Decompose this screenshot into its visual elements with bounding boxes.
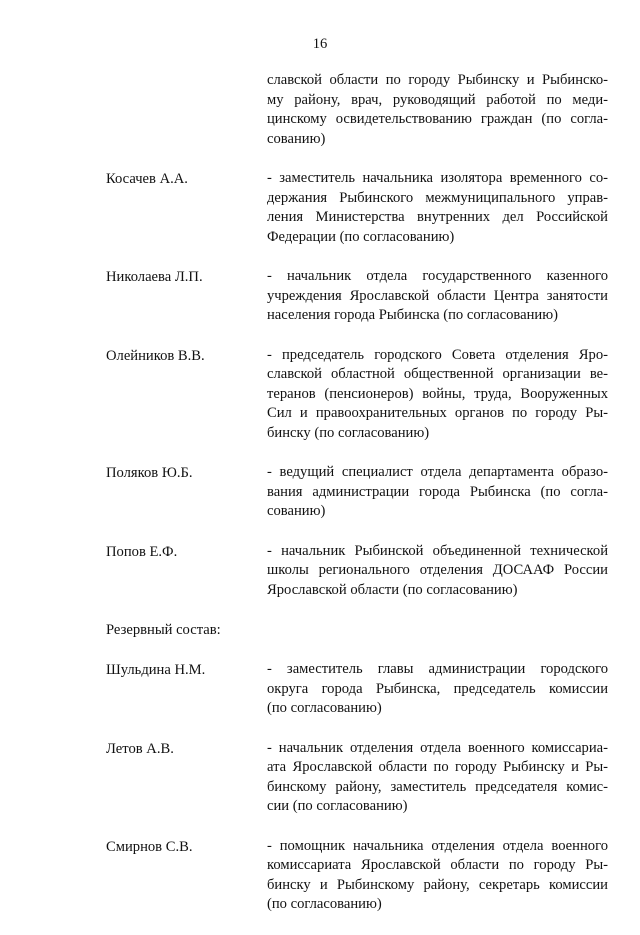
desc-line: - начальник отдела государственного казенного <box>267 268 608 284</box>
member-description <box>267 739 608 817</box>
member-entry <box>106 267 608 326</box>
member-entry <box>106 542 608 601</box>
desc-line: - заместитель главы администрации городского <box>267 661 608 677</box>
desc-line: вания администрации города Рыбинска (по согла- <box>267 483 608 500</box>
member-description <box>267 267 608 326</box>
desc-line: цинскому освидетельствованию граждан (по согла- <box>267 111 608 127</box>
desc-line: ления Министерства внутренних дел Российской <box>267 209 608 225</box>
member-entry <box>106 346 608 444</box>
desc-line: населения города Рыбинска (по согласованию) <box>267 307 558 323</box>
member-description <box>267 542 608 601</box>
member-name: Олейников В.В. <box>106 347 205 364</box>
member-description <box>267 660 608 719</box>
desc-line: сованию) <box>267 503 326 519</box>
continued-description <box>267 71 608 149</box>
member-name: Косачев А.А. <box>106 171 188 187</box>
member-name: Смирнов С.В. <box>106 838 193 855</box>
member-name: Николаева Л.П. <box>106 269 203 285</box>
desc-line: комиссариата Ярославской области по городу Ры- <box>267 857 608 873</box>
desc-line: округа города Рыбинска, председатель комиссии <box>267 680 608 697</box>
document-body <box>106 71 608 935</box>
member-entry <box>106 463 608 522</box>
reserve-members-list <box>106 660 608 915</box>
member-name: Летов А.В. <box>106 740 174 757</box>
desc-line: учреждения Ярославской области Центра занятости <box>267 287 608 304</box>
desc-line: му району, врач, руководящий работой по меди- <box>267 91 608 108</box>
desc-line: ата Ярославской области по городу Рыбинску и Ры- <box>267 759 608 775</box>
desc-line: - ведущий специалист отдела департамента образо- <box>267 464 608 480</box>
desc-line: сованию) <box>267 130 326 147</box>
member-description <box>267 169 608 247</box>
desc-line: Федерации (по согласованию) <box>267 228 455 245</box>
desc-line: школы регионального отделения ДОСААФ России <box>267 562 608 578</box>
desc-line: славской областной общественной организации ве- <box>267 366 608 382</box>
member-name: Попов Е.Ф. <box>106 543 178 560</box>
main-members-list <box>106 169 608 600</box>
desc-line: (по согласованию) <box>267 700 382 716</box>
desc-line: - помощник начальника отделения отдела военного <box>267 837 608 854</box>
member-description <box>267 837 608 915</box>
page-number: 16 <box>312 36 328 52</box>
desc-line: (по согласованию) <box>267 896 382 912</box>
member-description <box>267 346 608 444</box>
desc-line: бинску и Рыбинскому району, секретарь комиссии <box>267 876 608 893</box>
member-entry <box>106 837 608 915</box>
desc-line: - начальник отделения отдела военного комиссариа- <box>267 739 608 756</box>
member-entry <box>106 660 608 719</box>
desc-line: держания Рыбинского межмуниципального управ- <box>267 189 608 206</box>
desc-line: - начальник Рыбинской объединенной технической <box>267 542 608 559</box>
member-name: Поляков Ю.Б. <box>106 465 193 481</box>
desc-line: сии (по согласованию) <box>267 798 408 814</box>
desc-line: - председатель городского Совета отделения Яро- <box>267 346 608 363</box>
member-name: Шульдина Н.М. <box>106 662 206 678</box>
member-entry <box>106 739 608 817</box>
desc-line: славской области по городу Рыбинску и Рыбинско- <box>267 72 608 88</box>
desc-line: теранов (пенсионеров) войны, труда, Вооруженных <box>267 385 608 402</box>
member-entry <box>106 169 608 247</box>
desc-line: бинскому району, заместитель председателя комис- <box>267 778 608 795</box>
reserve-heading: Резервный состав: <box>106 622 221 638</box>
desc-line: Сил и правоохранительных органов по городу Ры- <box>267 405 608 421</box>
desc-line: - заместитель начальника изолятора временного со- <box>267 170 608 186</box>
member-description <box>267 463 608 522</box>
desc-line: Ярославской области (по согласованию) <box>267 581 518 598</box>
desc-line: бинску (по согласованию) <box>267 424 430 441</box>
